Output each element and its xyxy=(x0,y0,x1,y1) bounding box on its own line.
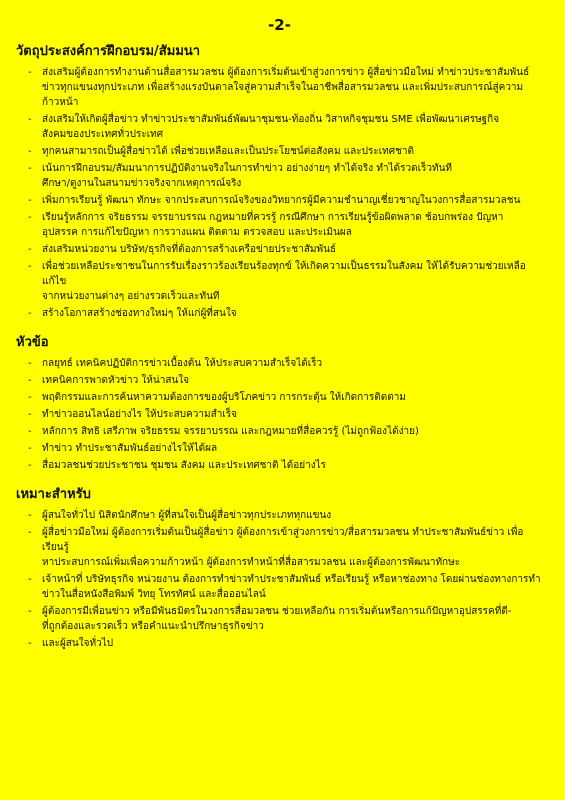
bullet-item xyxy=(16,242,543,257)
bullet-item xyxy=(16,407,543,422)
bullet-item xyxy=(16,144,543,159)
bullet-text-line: - กลยุทธ์ เทคนิคปฏิบัติการข่าวเบื้องต้น ให้ประสบความสำเร็จได้เร็ว xyxy=(42,358,323,369)
bullet-text-line: - เทคนิคการพาดหัวข่าว ให้น่าสนใจ xyxy=(42,375,190,386)
bullet-text-line: - ทุกคนสามารถเป็นผู้สื่อข่าวได้ เพื่อช่วยเหลือและเป็นประโยชน์ต่อสังคม และประเทศชาติ xyxy=(42,146,415,157)
bullet-text-line: หาประสบการณ์เพิ่มเพื่อความก้าวหน้า ผู้ต้องการทำหน้าที่สื่อสารมวลชน และผู้ต้องการพัฒนาทักษะ xyxy=(42,557,461,568)
bullet-text-line: ศึกษา/ดูงานในสนามข่าวจริงจากเหตุการณ์จริง xyxy=(42,178,242,189)
bullet-text-line: ข่าวในสื่อหนังสือพิมพ์ วิทยุ โทรทัศน์ และสื่อออนไลน์ xyxy=(42,589,266,600)
bullet-text-line: จากหน่วยงานต่างๆ อย่างรวดเร็วและทันที xyxy=(42,291,220,302)
section-heading: หัวข้อ xyxy=(16,335,49,350)
bullet-item xyxy=(16,161,543,191)
bullet-item xyxy=(16,525,543,570)
bullet-item xyxy=(16,306,543,321)
bullet-item xyxy=(16,356,543,371)
objectives-section xyxy=(16,40,543,321)
bullet-list xyxy=(16,508,543,651)
bullet-item xyxy=(16,508,543,523)
bullet-item xyxy=(16,112,543,142)
bullet-text-line: - เรียนรู้หลักการ จริยธรรม จรรยาบรรณ กฎหมายที่ควรรู้ กรณีศึกษา การเรียนรู้ข้อผิดพลาด ช้อบกพร่อง ปัญหา xyxy=(42,212,504,223)
bullet-text-line: - เพื่อช่วยเหลือประชาชนในการรับเรื่องราวร้องเรียนร้องทุกข์ ให้เกิดความเป็นธรรมในสังคม ให้ได้รับความช่วยเหลือแก้ไข xyxy=(42,261,526,287)
bullet-text-line: - เพิ่มการเรียนรู้ พัฒนา ทักษะ จากประสบการณ์จริงของวิทยากรผู้มีความชำนาญเชี่ยวชาญในวงการสื่อสารมวลชน xyxy=(42,195,521,206)
bullet-item xyxy=(16,193,543,208)
bullet-text-line: - ผู้สื่อข่าวมือใหม่ ผู้ต้องการเริ่มต้นเป็นผู้สื่อข่าว ผู้ต้องการเข้าสู่วงการข่าว/สื่อสารมวลชน ทำประชาสัมพันธ์ข่าว เพื่อเรียนรู้ xyxy=(42,527,524,553)
section-heading: วัตถุประสงค์การฝึกอบรม/สัมมนา xyxy=(16,44,201,59)
bullet-item xyxy=(16,390,543,405)
bullet-text-line: - เน้นการฝึกอบรม/สัมมนาการปฏิบัติงานจริงในการทำข่าว อย่างง่ายๆ ทำได้จริง ทำได้รวดเร็วทันที xyxy=(42,163,452,174)
bullet-item xyxy=(16,65,543,110)
bullet-item xyxy=(16,373,543,388)
bullet-item xyxy=(16,604,543,634)
bullet-item xyxy=(16,458,543,473)
bullet-text-line: - ผู้ต้องการมีเพื่อนข่าว หรือมีพันธมิตรในวงการสื่อมวลชน ช่วยเหลือกัน การเริ่มต้นหรือการแก้ปัญหาอุปสรรคที่ดี- xyxy=(42,606,512,617)
bullet-text-line: - และผู้สนใจทั่วไป xyxy=(42,638,114,649)
audience-section xyxy=(16,483,543,651)
page-number: -2- xyxy=(268,16,291,34)
bullet-text-line: - ทำข่าว ทำประชาสัมพันธ์อย่างไรให้ได้ผล xyxy=(42,443,218,454)
section-heading: เหมาะสำหรับ xyxy=(16,487,91,502)
bullet-text-line: - ผู้สนใจทั่วไป นิสิตนักศึกษา ผู้ที่สนใจเป็นผู้สื่อข่าวทุกประเภททุกแขนง xyxy=(42,510,332,521)
bullet-item xyxy=(16,636,543,651)
bullet-text-line: ที่ถูกต้องและรวดเร็ว หรือคำแนะนำปรึกษาธุรกิจข่าว xyxy=(42,621,264,632)
bullet-item xyxy=(16,572,543,602)
bullet-text-line: อุปสรรค การแก้ไขปัญหา การวางแผน ติดตาม ตรวจสอบ และประเมินผล xyxy=(42,227,352,238)
bullet-item xyxy=(16,441,543,456)
bullet-text-line: - เจ้าหน้าที่ บริษัทธุรกิจ หน่วยงาน ต้องการทำข่าวทำประชาสัมพันธ์ หรือเรียนรู้ หรือหาช่องทาง โดยผ่านช่องทางการทำ xyxy=(42,574,541,585)
bullet-item xyxy=(16,424,543,439)
bullet-text-line: - สร้างโอกาสสร้างช่องทางใหม่ๆ ให้แก่ผู้ที่สนใจ xyxy=(42,308,237,319)
bullet-list xyxy=(16,65,543,321)
bullet-text-line: - ส่งเสริมให้เกิดผู้สื่อข่าว ทำข่าวประชาสัมพันธ์พัฒนาชุมชน-ท้องถิ่น วิสาหกิจชุมชน SME เพื่อพัฒนาเศรษฐกิจ xyxy=(42,114,500,125)
bullet-text-line: - สื่อมวลชนช่วยประชาชน ชุมชน สังคม และประเทศชาติ ได้อย่างไร xyxy=(42,460,327,471)
bullet-text-line: - พฤติกรรมและการค้นหาความต้องการของผู้บริโภคข่าว การกระตุ้น ให้เกิดการติดตาม xyxy=(42,392,406,403)
topics-section xyxy=(16,331,543,473)
bullet-item xyxy=(16,259,543,304)
bullet-text-line: - ทำข่าวออนไลน์อย่างไร ให้ประสบความสำเร็จ xyxy=(42,409,237,420)
bullet-list xyxy=(16,356,543,473)
bullet-item xyxy=(16,210,543,240)
bullet-text-line: - ส่งเสริมผู้ต้องการทำงานด้านสื่อสารมวลชน ผู้ต้องการเริ่มต้นเข้าสู่วงการข่าว ผู้สื่อข่าวมือใหม่ ทำข่าวประชาสัมพันธ์ xyxy=(42,67,530,78)
bullet-text-line: - ส่งเสริมหน่วยงาน บริษัท/ธุรกิจที่ต้องการสร้างเครือข่ายประชาสัมพันธ์ xyxy=(42,244,337,255)
bullet-text-line: สังคมของประเทศทั่วประเทศ xyxy=(42,129,164,140)
bullet-text-line: ข่าวทุกแขนงทุกประเภท เพื่อสร้างแรงบันดาลใจสู่ความสำเร็จในอาชีพสื่อสารมวลชน และเพิ่มประสบการณ์สู่ความก้าวหน้า xyxy=(42,82,524,108)
document-body xyxy=(16,40,543,651)
bullet-text-line: - หลักการ สิทธิ เสรีภาพ จริยธรรม จรรยาบรรณ และกฎหมายที่สื่อควรรู้ (ไม่ถูกฟ้องได้ง่าย) xyxy=(42,426,419,437)
